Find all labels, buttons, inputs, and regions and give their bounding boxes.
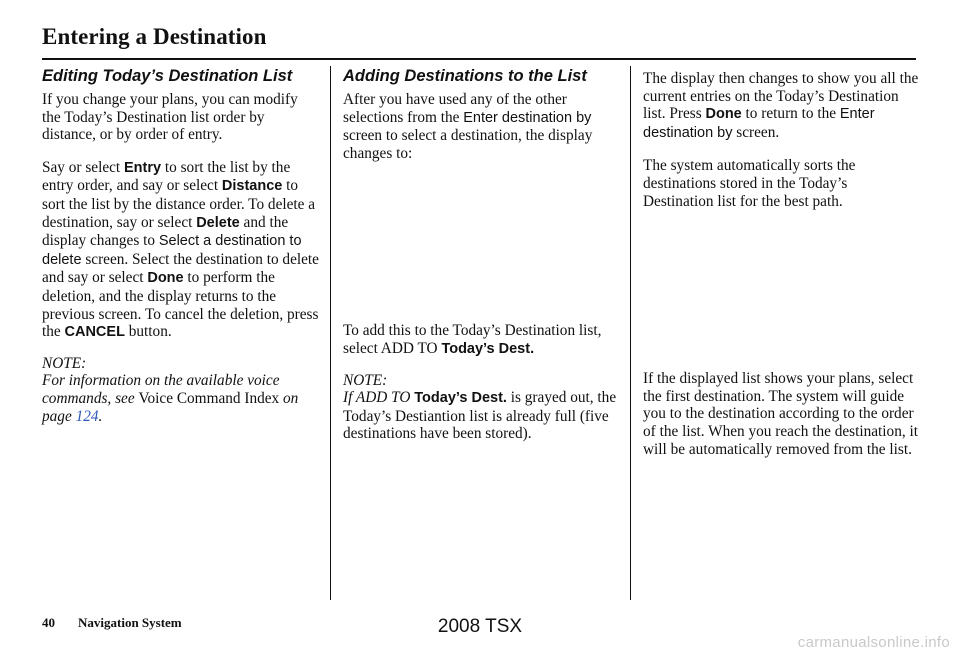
command-done: Done: [705, 106, 742, 123]
note-label: NOTE:: [42, 354, 87, 372]
section-heading-adding: Adding Destinations to the List: [343, 67, 587, 85]
paragraph-guidance: If the displayed list shows your plans, select the first destination. The system will guide you to the destination according to the order of the list. When you reach the destination, it will be automatically removed from the list.: [643, 370, 918, 458]
footer-title: Navigation System: [78, 615, 182, 630]
command-delete: Delete: [196, 214, 240, 231]
paragraph-sort-delete: Say or select Entry to sort the list by the entry order, and say or select Distance to sort the list by the distance order. To delete a destination, say or select Delete and the display changes to Select a destination to delete screen. Select the destination to delete and say or select Done to perform the deletion, and the display returns to the previous screen. To cancel the deletion, press the CANCEL button.: [42, 158, 319, 341]
footer-page-number: 40: [42, 615, 55, 630]
paragraph-display-changes: The display then changes to show you all the current entries on the Today’s Destination list. Press Done to return to the Enter destination by screen.: [643, 70, 919, 141]
screen-name-enter-destination-by: Enter destination by: [643, 106, 875, 141]
column-list-display: [643, 70, 921, 458]
command-todays-dest: Today’s Dest.: [441, 340, 535, 357]
site-watermark: carmanualsonline.info: [797, 634, 950, 651]
command-entry: Entry: [123, 159, 162, 176]
note-label: NOTE:: [343, 371, 388, 389]
screenshot-placeholder-area: [343, 162, 621, 322]
note-voice-commands: For information on the available voice commands, see Voice Command Index on page 124.: [42, 372, 299, 425]
paragraph-after-selection: After you have used any of the other selections from the Enter destination by screen to select a destination, the display changes to:: [343, 91, 593, 162]
page-title: Entering a Destination: [42, 24, 267, 49]
reference-voice-command-index: Voice Command Index: [138, 389, 280, 407]
column-divider-2: [630, 66, 631, 600]
command-todays-dest: Today’s Dest.: [414, 390, 507, 407]
column-divider-1: [330, 66, 331, 600]
paragraph-add-to-list: To add this to the Today’s Destination list, select ADD TO Today’s Dest.: [343, 322, 602, 357]
page-link-124[interactable]: 124: [75, 407, 99, 425]
screen-name-select-delete: Select a destination to delete: [42, 233, 302, 268]
paragraph-auto-sort: The system automatically sorts the destinations stored in the Today’s Destination list for the best path.: [643, 157, 856, 210]
model-label: 2008 TSX: [437, 616, 523, 637]
note-list-full: If ADD TO Today’s Dest. is grayed out, the Today’s Destiantion list is already full (five destinations have been stored).: [343, 389, 617, 443]
column-adding-destinations: [343, 66, 621, 443]
screen-name-enter-destination-by: Enter destination by: [463, 109, 592, 126]
command-done: Done: [147, 270, 184, 287]
screenshot-placeholder-area: [643, 210, 921, 370]
title-rule: [42, 58, 916, 60]
section-heading-editing: Editing Today’s Destination List: [42, 67, 293, 85]
command-distance: Distance: [221, 178, 283, 195]
column-editing-list: [42, 66, 320, 425]
paragraph-intro: If you change your plans, you can modify the Today’s Destination list order by distance, or by order of entry.: [42, 91, 298, 144]
button-name-cancel: CANCEL: [64, 324, 125, 341]
